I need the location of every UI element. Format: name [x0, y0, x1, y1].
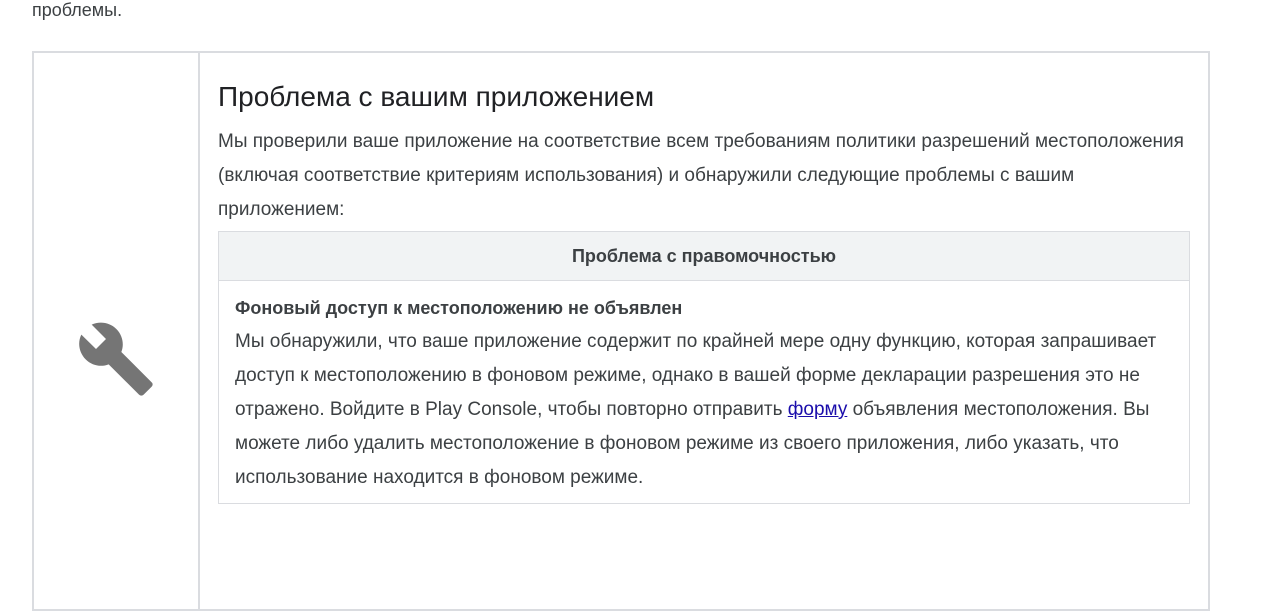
- content-column: [200, 53, 1208, 609]
- card-intro: Мы проверили ваше приложение на соответствие всем требованиям политики разрешений местоположения (включая соответствие критериям использования) и обнаружили следующие проблемы с вашим приложением:: [218, 131, 1184, 220]
- issue-table-header: Проблема с правомочностью: [219, 232, 1189, 281]
- icon-column: [34, 53, 200, 609]
- issue-card: [32, 51, 1210, 611]
- previous-paragraph-tail: проблемы.: [32, 0, 123, 20]
- issue-table-body: [219, 281, 1189, 503]
- issue-description-part2: объявления местоположения. Вы можете либо удалить местоположение в фоновом режиме из своего приложения, либо указать, что использование находится в фоновом режиме.: [235, 399, 1150, 488]
- wrench-icon: [76, 319, 156, 399]
- issue-title: Фоновый доступ к местоположению не объявлен: [235, 298, 683, 318]
- issue-description-part1: Мы обнаружили, что ваше приложение содержит по крайней мере одну функцию, которая запрашивает доступ к местоположению в фоновом режиме, однако в вашей форме декларации разрешения это не отражено. Войдите в Play Console, чтобы повторно отправить: [235, 331, 1157, 420]
- card-title: Проблема с вашим приложением: [218, 81, 655, 112]
- issue-table: [218, 231, 1190, 504]
- form-link[interactable]: форму: [787, 399, 848, 420]
